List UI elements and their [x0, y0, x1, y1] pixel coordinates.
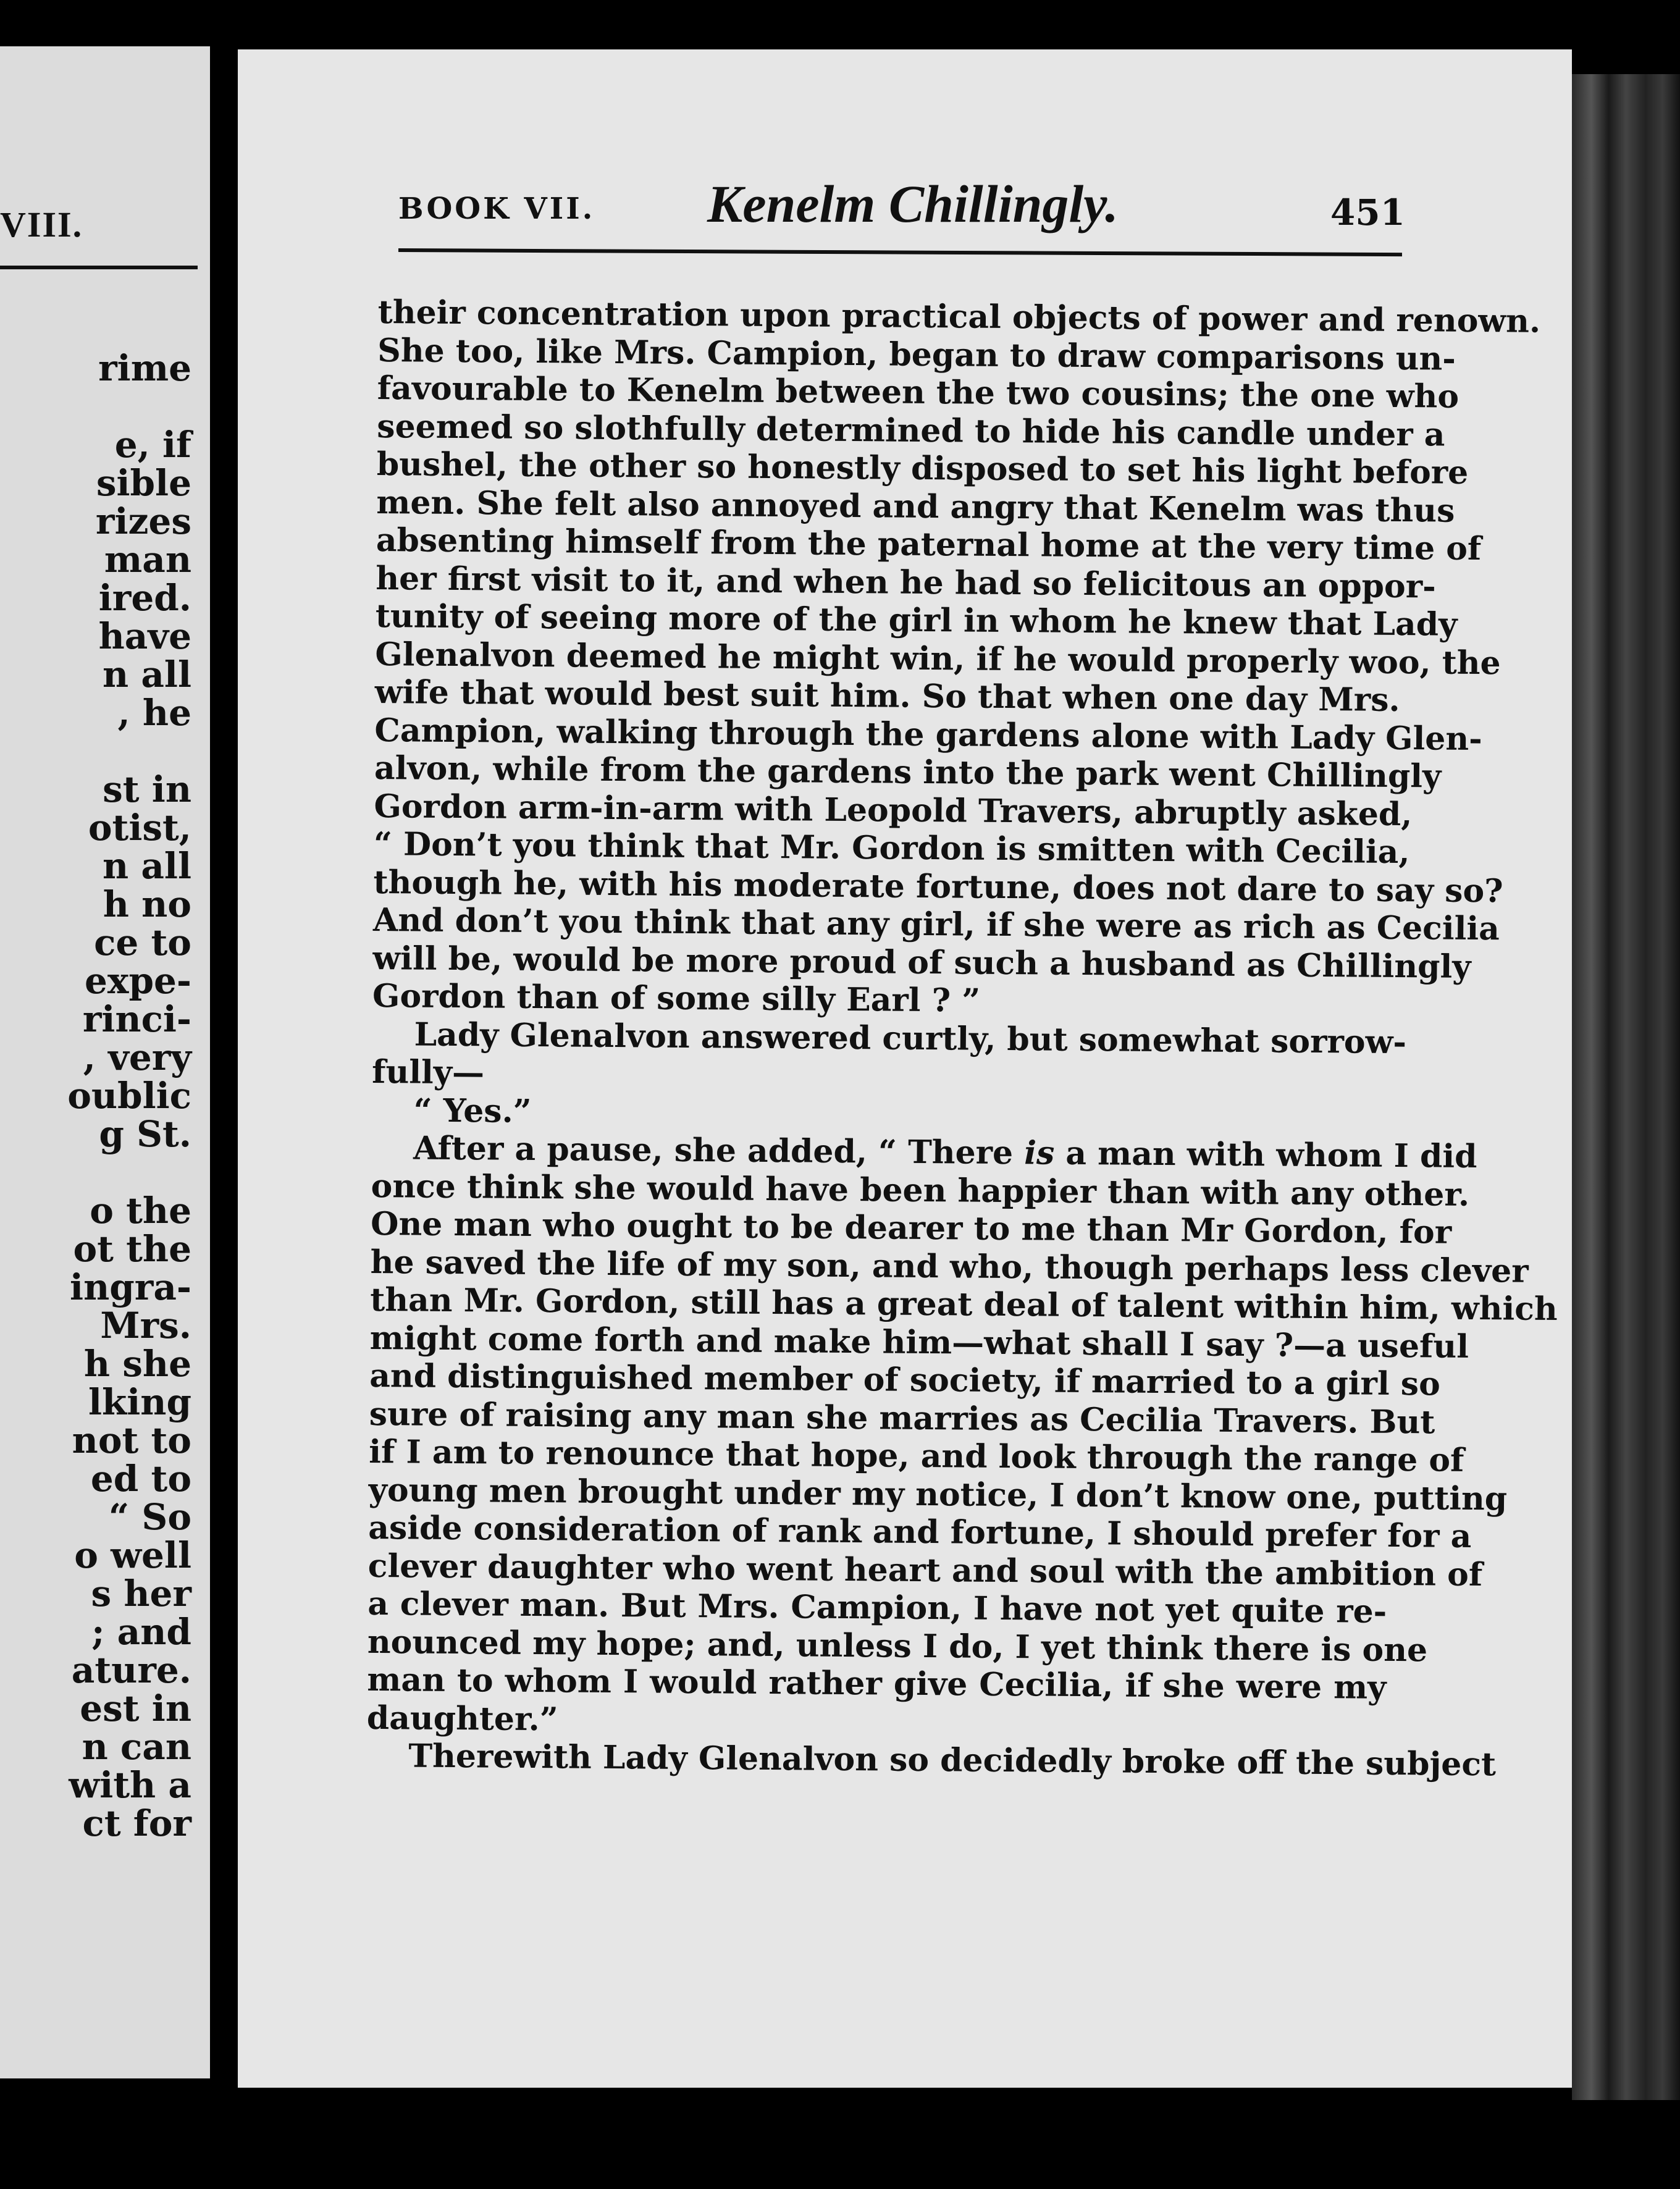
text-line: seemed so slothfully determined to hide his candle under a: [377, 407, 1445, 454]
left-page-line: h no: [103, 883, 191, 925]
text-line: Lady Glenalvon answered curtly, but somewhat sorrow-: [414, 1015, 1407, 1061]
text-line: man to whom I would rather give Cecilia, if she were my: [367, 1660, 1387, 1707]
left-page-line: Mrs.: [100, 1305, 191, 1347]
left-page-line: expe-: [84, 960, 191, 1002]
left-page-line: oublic: [67, 1075, 191, 1117]
text-line: She too, like Mrs. Campion, began to draw comparisons un-: [377, 331, 1456, 378]
left-page-line: e, if: [114, 424, 191, 466]
left-page-line: rinci-: [82, 998, 191, 1040]
text-line: Gordon arm-in-arm with Leopold Travers, abruptly asked,: [374, 787, 1413, 833]
left-page: [0, 46, 210, 2078]
body-text: [366, 293, 1558, 1784]
text-line: nounced my hope; and, unless I do, I yet think there is one: [367, 1623, 1428, 1669]
text-line: wife that would best suit him. So that when one day Mrs.: [374, 673, 1400, 720]
left-head-rule: [0, 266, 198, 269]
text-line: daughter.”: [366, 1699, 558, 1738]
left-page-line: lking: [88, 1381, 191, 1423]
left-page-line: man: [104, 539, 191, 581]
text-line: aside consideration of rank and fortune, I should prefer for a: [368, 1508, 1472, 1555]
left-page-line: rizes: [95, 500, 191, 542]
left-page-line: ; and: [91, 1611, 191, 1653]
text-line: he saved the life of my son, and who, though perhaps less clever: [370, 1243, 1529, 1290]
book-label: BOOK VII.: [398, 191, 595, 226]
left-page-line: ed to: [90, 1458, 191, 1500]
left-page-line: , he: [117, 692, 191, 734]
left-page-line: ct for: [82, 1802, 191, 1844]
left-page-line: ot the: [73, 1228, 191, 1270]
text-line: sure of raising any man she marries as Cecilia Travers. But: [369, 1395, 1435, 1441]
left-page-line: otist,: [88, 807, 191, 849]
text-line: After a pause, she added, “ There is a man with whom I did: [413, 1129, 1477, 1176]
left-page-line: s her: [91, 1573, 191, 1615]
text-line: bushel, the other so honestly disposed to set his light before: [376, 445, 1469, 492]
text-line: men. She felt also annoyed and angry that Kenelm was thus: [376, 483, 1455, 530]
left-page-line: g St.: [99, 1113, 191, 1155]
text-line: Therewith Lady Glenalvon so decidedly broke off the subject: [408, 1737, 1497, 1784]
left-running-head: VIII.: [0, 204, 83, 245]
left-page-line: sible: [96, 462, 191, 504]
running-head: [398, 173, 1405, 247]
left-page-line: have: [98, 615, 191, 657]
text-line: their concentration upon practical objects of power and renown.: [377, 293, 1541, 340]
text-line: than Mr. Gordon, still has a great deal of talent within him, which: [369, 1280, 1558, 1329]
left-page-line: n can: [82, 1726, 191, 1768]
text-line: Glenalvon deemed he might win, if he would properly woo, the: [375, 635, 1501, 682]
text-line: Gordon than of some silly Earl ? ”: [372, 977, 981, 1020]
left-page-line: , very: [83, 1036, 191, 1078]
left-page-line: o the: [90, 1190, 191, 1232]
left-page-line: n all: [102, 653, 191, 695]
text-line: tunity of seeing more of the girl in whom he knew that Lady: [375, 597, 1458, 644]
text-line: absenting himself from the paternal home at the very time of: [376, 521, 1482, 568]
text-line: will be, would be more proud of such a husband as Chillingly: [372, 939, 1471, 986]
book-title: Kenelm Chillingly.: [707, 174, 1119, 233]
left-page-line: not to: [72, 1419, 191, 1461]
text-line: “ Yes.”: [413, 1091, 532, 1130]
left-page-line: n all: [102, 845, 191, 887]
page-number: 451: [1330, 191, 1405, 233]
text-line: And don’t you think that any girl, if she were as rich as Cecilia: [372, 901, 1500, 948]
left-page-line: ired.: [98, 577, 191, 619]
text-line: once think she would have been happier than with any other.: [371, 1167, 1470, 1214]
text-line: young men brought under my notice, I don’t know one, putting: [368, 1471, 1508, 1518]
text-line: if I am to renounce that hope, and look through the range of: [369, 1432, 1464, 1479]
text-line: Campion, walking through the gardens alone with Lady Glen-: [374, 711, 1483, 758]
left-page-line: o well: [74, 1534, 191, 1576]
text-line: “ Don’t you think that Mr. Gordon is smitten with Cecilia,: [373, 825, 1410, 872]
left-page-line: with a: [69, 1764, 191, 1806]
left-page-line: ature.: [71, 1649, 191, 1691]
text-line: though he, with his moderate fortune, does not dare to say so?: [373, 863, 1503, 910]
left-page-line: h she: [83, 1343, 191, 1385]
text-line: her first visit to it, and when he had so felicitous an oppor-: [376, 559, 1436, 605]
text-line: alvon, while from the gardens into the park went Chillingly: [374, 749, 1442, 796]
text-line: One man who ought to be dearer to me than Mr Gordon, for: [370, 1204, 1452, 1251]
text-line: and distinguished member of society, if married to a girl so: [369, 1356, 1441, 1403]
left-page-text: [0, 349, 191, 1842]
page-edges: [1572, 74, 1680, 2100]
left-page-line: ce to: [94, 922, 191, 964]
text-line: fully—: [371, 1052, 485, 1092]
text-line: a clever man. But Mrs. Campion, I have not yet quite re-: [368, 1584, 1387, 1631]
text-line: favourable to Kenelm between the two cousins; the one who: [377, 369, 1460, 416]
left-page-line: ingra-: [70, 1266, 191, 1308]
left-page-line: est in: [80, 1687, 191, 1729]
text-line: clever daughter who went heart and soul with the ambition of: [368, 1547, 1483, 1594]
left-page-line: st in: [103, 768, 191, 810]
text-line: might come forth and make him—what shall I say ?—a useful: [369, 1319, 1469, 1366]
left-page-line: rime: [98, 347, 191, 389]
left-page-line: “ So: [108, 1496, 191, 1538]
